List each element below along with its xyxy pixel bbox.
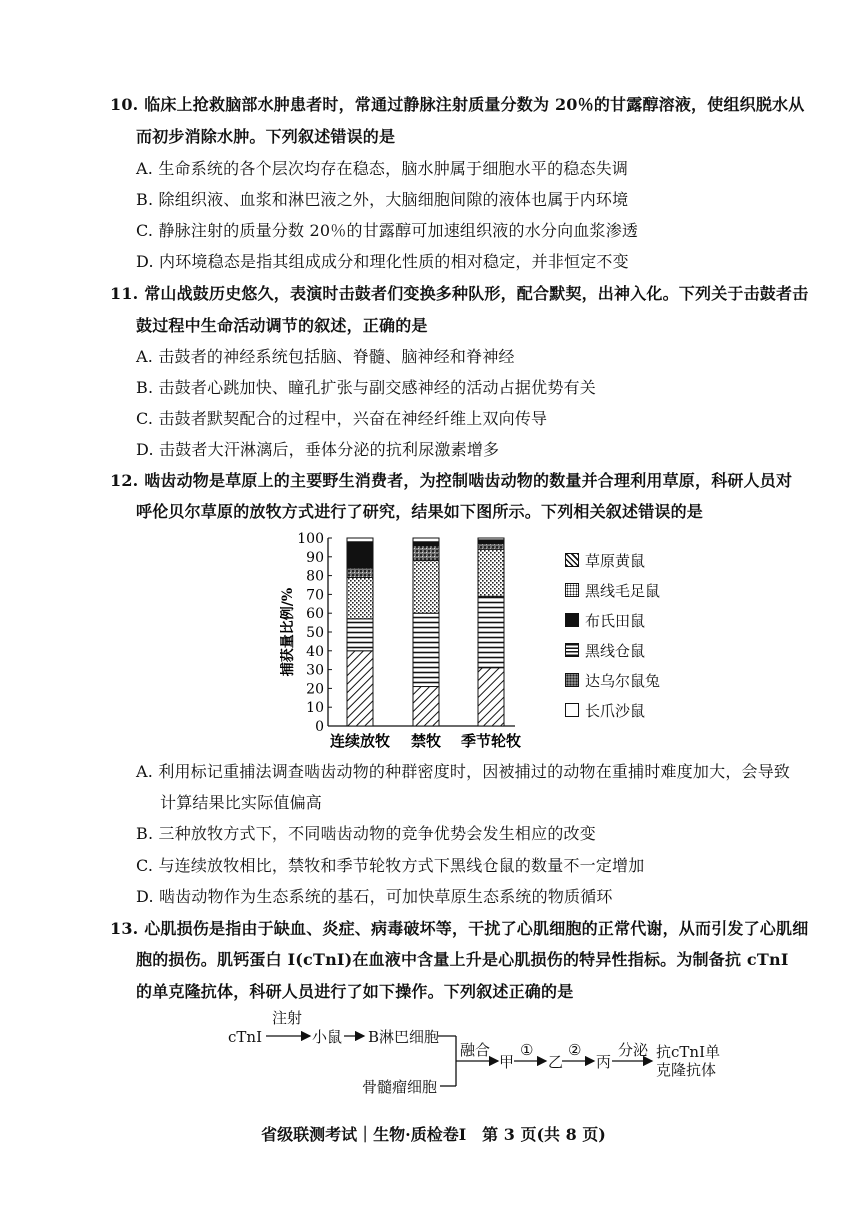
legend-swatch bbox=[565, 643, 579, 657]
bar-segment bbox=[478, 596, 504, 667]
flow-bcell: B淋巴细胞 bbox=[368, 1028, 440, 1046]
bar-segment bbox=[413, 613, 439, 686]
bar-segment bbox=[478, 544, 504, 550]
flow-jia: 甲 bbox=[499, 1053, 515, 1071]
legend-swatch bbox=[565, 583, 579, 597]
flow-fuse-label: 融合 bbox=[460, 1041, 491, 1059]
y-tick-label: 60 bbox=[306, 606, 324, 623]
y-tick-label: 10 bbox=[306, 700, 324, 717]
q13-stem-line3: 的单克隆抗体，科研人员进行了如下操作。下列叙述正确的是 bbox=[136, 982, 574, 1001]
legend-swatch bbox=[565, 703, 579, 717]
q12-stem-line2: 呼伦贝尔草原的放牧方式进行了研究，结果如下图所示。下列相关叙述错误的是 bbox=[136, 502, 704, 521]
x-category-label: 季节轮牧 bbox=[460, 732, 522, 750]
q11-stem-line1: 11. 常山战鼓历史悠久，表演时击鼓者们变换多种队形，配合默契，出神入化。下列关于击鼓者击 bbox=[110, 284, 809, 303]
q10-option-c: C. 静脉注射的质量分数 20％的甘露醇可加速组织液的水分向血浆渗透 bbox=[136, 221, 639, 240]
bar-segment bbox=[478, 549, 504, 596]
q11-option-b: B. 击鼓者心跳加快、瞳孔扩张与副交感神经的活动占据优势有关 bbox=[136, 378, 596, 397]
legend-label: 布氏田鼠 bbox=[585, 612, 646, 630]
flow-mouse: 小鼠 bbox=[312, 1028, 343, 1046]
y-tick-label: 100 bbox=[297, 531, 324, 547]
bar-segment bbox=[478, 538, 504, 540]
y-tick-label: 80 bbox=[306, 568, 324, 585]
y-tick-label: 20 bbox=[306, 681, 324, 698]
bar-segment bbox=[413, 687, 439, 726]
legend-label: 草原黄鼠 bbox=[585, 552, 646, 570]
flow-yi: 乙 bbox=[548, 1053, 564, 1071]
flow-product-line2: 克隆抗体 bbox=[656, 1061, 717, 1079]
y-tick-label: 70 bbox=[306, 587, 324, 604]
bar-segment bbox=[347, 542, 373, 568]
y-tick-label: 40 bbox=[306, 643, 324, 660]
flow-ctni: cTnI bbox=[228, 1028, 262, 1046]
x-category-label: 禁牧 bbox=[410, 732, 442, 750]
legend-swatch bbox=[565, 613, 579, 627]
y-axis-label: 捕获量比例/% bbox=[280, 587, 296, 677]
bar-segment bbox=[413, 546, 439, 561]
q10-option-d: D. 内环境稳态是指其组成成分和理化性质的相对稳定，并非恒定不变 bbox=[136, 252, 629, 271]
q11-option-d: D. 击鼓者大汗淋漓后，垂体分泌的抗利尿激素增多 bbox=[136, 440, 500, 459]
bar-segment bbox=[413, 542, 439, 546]
q11-stem-line2: 鼓过程中生命活动调节的叙述，正确的是 bbox=[136, 316, 428, 335]
antibody-flow-diagram bbox=[228, 1008, 728, 1103]
bar-segment bbox=[478, 540, 504, 544]
bar-segment bbox=[347, 538, 373, 542]
q10-stem-line2: 而初步消除水肿。下列叙述错误的是 bbox=[136, 127, 396, 146]
bar-segment bbox=[478, 668, 504, 726]
page-footer: 省级联测考试｜生物·质检卷Ⅰ 第 3 页(共 8 页) bbox=[261, 1125, 606, 1144]
bar-segment bbox=[413, 561, 439, 614]
q10-stem-line1: 10. 临床上抢救脑部水肿患者时，常通过静脉注射质量分数为 20％的甘露醇溶液，使组织脱水从 bbox=[110, 95, 805, 114]
flow-bing: 丙 bbox=[596, 1053, 612, 1071]
q12-option-a-line2: 计算结果比实际值偏高 bbox=[160, 793, 323, 812]
q11-option-c: C. 击鼓者默契配合的过程中，兴奋在神经纤维上双向传导 bbox=[136, 409, 548, 428]
q10-option-a: A. 生命系统的各个层次均存在稳态，脑水肿属于细胞水平的稳态失调 bbox=[136, 159, 629, 178]
flow-secrete-label: 分泌 bbox=[618, 1041, 649, 1059]
flow-myeloma: 骨髓瘤细胞 bbox=[362, 1078, 438, 1096]
x-category-label: 连续放牧 bbox=[329, 732, 391, 750]
legend-swatch bbox=[565, 673, 579, 687]
flow-product-line1: 抗cTnI单 bbox=[656, 1043, 720, 1061]
bar-segment bbox=[413, 538, 439, 542]
q12-option-a-line1: A. 利用标记重捕法调查啮齿动物的种群密度时，因被捕过的动物在重捕时难度加大，会导致 bbox=[136, 762, 791, 781]
q13-stem-line1: 13. 心肌损伤是指由于缺血、炎症、病毒破坏等，干扰了心肌细胞的正常代谢，从而引发了心肌细 bbox=[110, 919, 809, 938]
q13-stem-line2: 胞的损伤。肌钙蛋白 I(cTnI)在血液中含量上升是心肌损伤的特异性指标。为制备抗 cTnI bbox=[136, 950, 789, 969]
legend-swatch bbox=[565, 553, 579, 567]
rodent-capture-chart bbox=[280, 530, 700, 755]
legend-label: 长爪沙鼠 bbox=[585, 702, 646, 720]
q12-option-d: D. 啮齿动物作为生态系统的基石，可加快草原生态系统的物质循环 bbox=[136, 887, 613, 906]
flow-inject-label: 注射 bbox=[272, 1009, 303, 1027]
flow-step1-label: ① bbox=[520, 1041, 534, 1059]
bar-segment bbox=[347, 619, 373, 651]
q12-option-c: C. 与连续放牧相比，禁牧和季节轮牧方式下黑线仓鼠的数量不一定增加 bbox=[136, 856, 645, 875]
legend-label: 黑线毛足鼠 bbox=[585, 582, 661, 600]
y-tick-label: 0 bbox=[315, 719, 324, 735]
legend-label: 黑线仓鼠 bbox=[585, 642, 646, 660]
q12-stem-line1: 12. 啮齿动物是草原上的主要野生消费者，为控制啮齿动物的数量并合理利用草原，科研人员对 bbox=[110, 471, 793, 490]
bar-segment bbox=[347, 651, 373, 726]
bar-segment bbox=[347, 568, 373, 577]
legend-label: 达乌尔鼠兔 bbox=[585, 672, 661, 690]
y-tick-label: 50 bbox=[306, 625, 324, 641]
bar-segment bbox=[347, 577, 373, 618]
q12-option-b: B. 三种放牧方式下，不同啮齿动物的竞争优势会发生相应的改变 bbox=[136, 824, 596, 843]
q11-option-a: A. 击鼓者的神经系统包括脑、脊髓、脑神经和脊神经 bbox=[136, 347, 515, 366]
y-tick-label: 90 bbox=[306, 549, 324, 566]
flow-step2-label: ② bbox=[568, 1041, 582, 1059]
y-tick-label: 30 bbox=[306, 662, 324, 679]
q10-option-b: B. 除组织液、血浆和淋巴液之外，大脑细胞间隙的液体也属于内环境 bbox=[136, 190, 629, 209]
